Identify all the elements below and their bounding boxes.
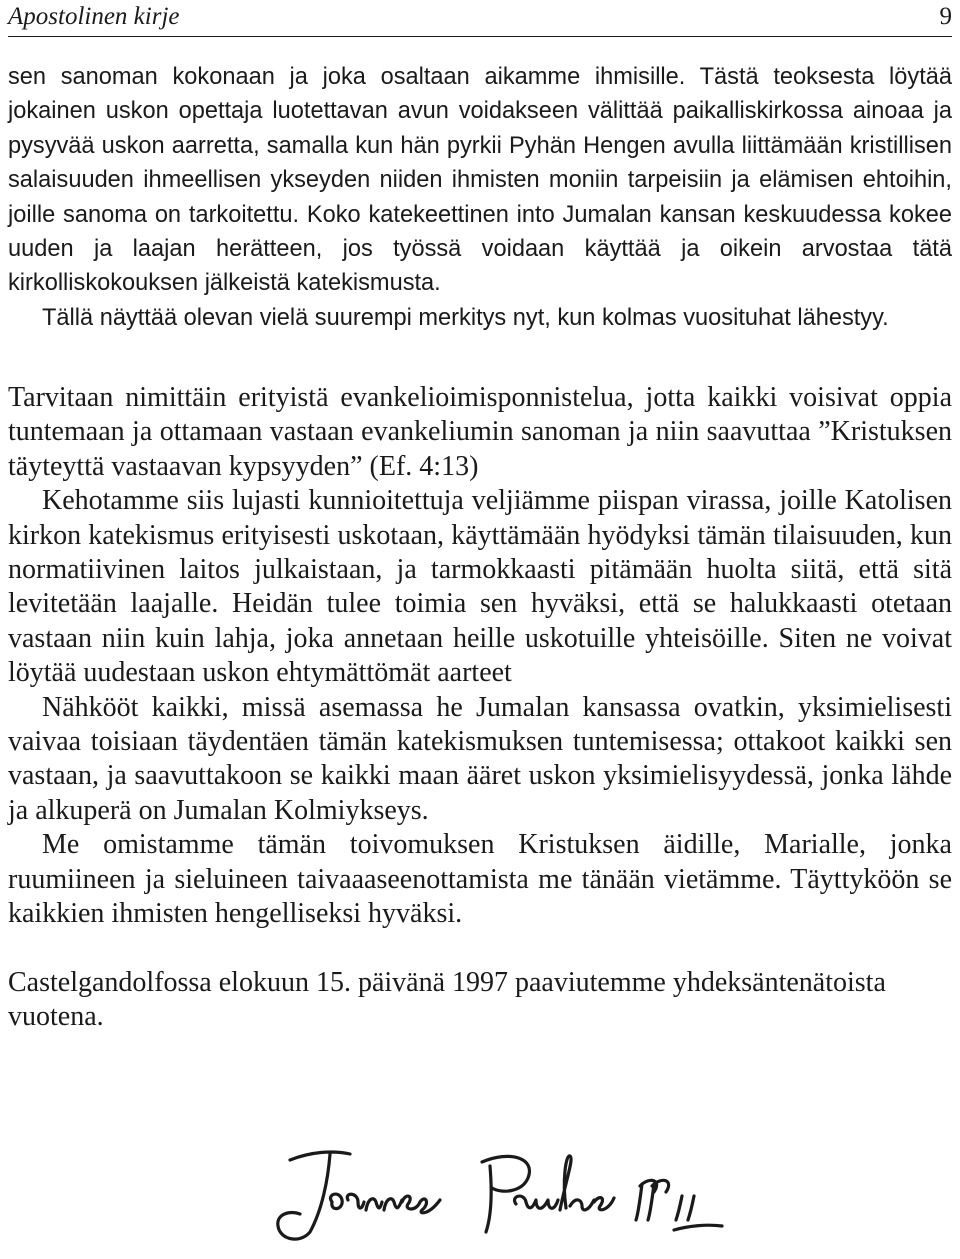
- body-text-lower: [8, 381, 952, 1034]
- signature-graphic: [270, 1140, 740, 1245]
- paragraph-3: [8, 484, 952, 690]
- closing-line: Castelgandolfossa elokuun 15. päivänä 1997 paaviutemme yhdeksäntenätoista vuotena.: [8, 966, 886, 1032]
- page-number: 9: [939, 3, 952, 30]
- paragraph-3-part-b: Siten ne voivat löytää uudestaan uskon ehtymättömät aarteet: [8, 622, 952, 689]
- header-title: Apostolinen kirje: [8, 3, 180, 30]
- paragraph-5: Me omistamme tämän toivomuksen Kristuksen äidille, Marialle, jonka ruumiineen ja sieluineen taivaaaseenottamista me tänään vietämme. Täyttyköön se kaikkien ihmisten hengelliseksi hyväksi.: [8, 829, 952, 930]
- paragraph-3-part-a: Kehotamme siis lujasti kunnioitettuja veljiämme piispan virassa, joille Katolisen kirkon katekismus erityisesti uskotaan, käyttämään hyödyksi tämän tilaisuuden, kun normatiivinen laitos julkaistaan, ja tarmokkaasti pitämään huolta siitä, että sitä levitetään laajalle. Heidän tulee toimia sen hyväksi, että se halukkaasti otetaan vastaan niin kuin lahja, joka annetaan heille uskotuille yhteisöille.: [8, 485, 952, 654]
- running-header: [8, 0, 952, 37]
- paragraph-4: Nähkööt kaikki, missä asemassa he Jumalan kansassa ovatkin, yksimielisesti vaivaa toisiaan täydentäen tämän katekismuksen tuntemisessa; ottakoot kaikki sen vastaan, ja saavuttakoon se kaikki maan ääret uskon yksimielisyydessä, jonka lähde ja alkuperä on Jumalan Kolmiykseys.: [8, 691, 952, 826]
- paragraph-1: sen sanoman kokonaan ja joka osaltaan aikamme ihmisille. Tästä teoksesta löytää jokainen uskon opettaja luotettavan avun voidakseen välittää paikalliskirkossa ainoaa ja pysyvää uskon aarretta, samalla kun hän pyrkii Pyhän Hengen avulla liittämään kristillisen salaisuuden ihmeellisen ykseyden niiden ihmisten moniin tarpeisiin ja elämisen ehtoihin, joille sanoma on tarkoitettu. Koko katekeettinen into Jumalan kansan keskuudessa kokee uuden ja laajan herätteen, jos työssä voidaan käyttää ja oikein arvostaa tätä kirkolliskokouksen jälkeistä katekismusta.: [8, 64, 952, 297]
- handwritten-signature: [270, 1140, 740, 1245]
- paragraph-2-sans: Tällä näyttää olevan vielä suurempi merkitys nyt, kun kolmas vuosituhat lähestyy.: [42, 304, 889, 331]
- body-text-upper: [8, 60, 952, 335]
- paragraph-2-serif: Tarvitaan nimittäin erityistä evankelioimisponnistelua, jotta kaikki voisivat oppia tuntemaan ja ottamaan vastaan evankeliumin sanoman ja niin saavuttaa ”Kristuksen täyteyttä vastaavan kypsyyden” (Ef. 4:13): [8, 382, 952, 482]
